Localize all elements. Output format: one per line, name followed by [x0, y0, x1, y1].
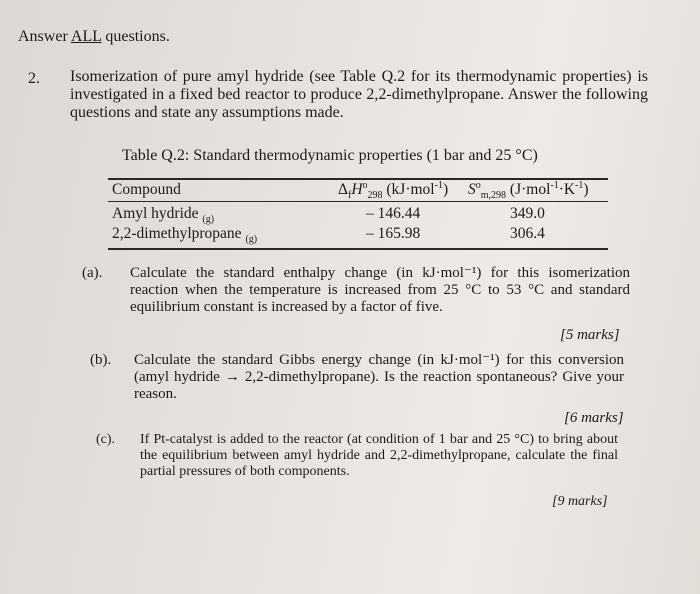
part-a-label: (a).: [82, 265, 103, 281]
header-entropy: $S^o_{m,298}$ $(J\cdot mol^{-1}\cdot K^{-1})$: [468, 179, 589, 202]
table-caption: Table Q.2: Standard thermodynamic properties (1 bar and 25 °C): [122, 147, 538, 164]
question-number: 2.: [28, 70, 40, 87]
part-c-label: (c).: [96, 432, 116, 447]
question-intro: Isomerization of pure amyl hydride (see Table Q.2 for its thermodynamic properties) is investigated in a fixed bed reactor to produce 2,2-dimethylpropane. Answer the following questions and state any assumptions made.: [70, 68, 648, 121]
part-b-marks: [6 marks]: [564, 410, 624, 426]
thermo-table: [108, 178, 608, 250]
part-a-text: Calculate the standard enthalpy change (in kJ·mol⁻¹) for this isomerization reaction when the temperature is increased from 25 °C to 53 °C and standard equilibrium constant is increased by a factor of five.: [130, 265, 630, 315]
row-entropy-amyl-hydride: 349.0: [510, 205, 545, 222]
instructions-emphasis: ALL: [70, 28, 102, 45]
header-compound: Compound: [112, 181, 181, 198]
part-a-marks: [5 marks]: [560, 327, 620, 343]
instructions-prefix: Answer: [18, 28, 71, 45]
table-header-rule: [108, 201, 608, 202]
part-b-text: Calculate the standard Gibbs energy change (in kJ·mol⁻¹) for this conversion (amyl hydride → 2,2-dimethylpropane). Is the reaction spontaneous? Give your reason.: [134, 352, 624, 402]
row-compound-amyl-hydride: Amyl hydride $_{(g)}$: [112, 205, 215, 226]
row-enthalpy-amyl-hydride: – 146.44: [366, 205, 421, 222]
row-enthalpy-dimethylpropane: – 165.98: [366, 225, 421, 242]
table-top-rule: [108, 178, 608, 180]
instructions-header: [18, 28, 170, 46]
part-b-label: (b).: [90, 352, 112, 368]
row-compound-dimethylpropane: 2,2-dimethylpropane $_{(g)}$: [112, 225, 258, 246]
part-c-text: If Pt-catalyst is added to the reactor (at condition of 1 bar and 25 °C) to bring about the equilibrium between amyl hydride and 2,2-dimethylpropane, calculate the final partial pressures of both components.: [140, 432, 618, 479]
instructions-suffix: questions.: [101, 28, 170, 45]
part-c-marks: [9 marks]: [552, 494, 608, 509]
table-bottom-rule: [108, 248, 608, 250]
header-enthalpy: $\Delta_fH^o_{298}$ (kJ·mol$^{-1}$): [338, 179, 449, 202]
row-entropy-dimethylpropane: 306.4: [510, 225, 545, 242]
